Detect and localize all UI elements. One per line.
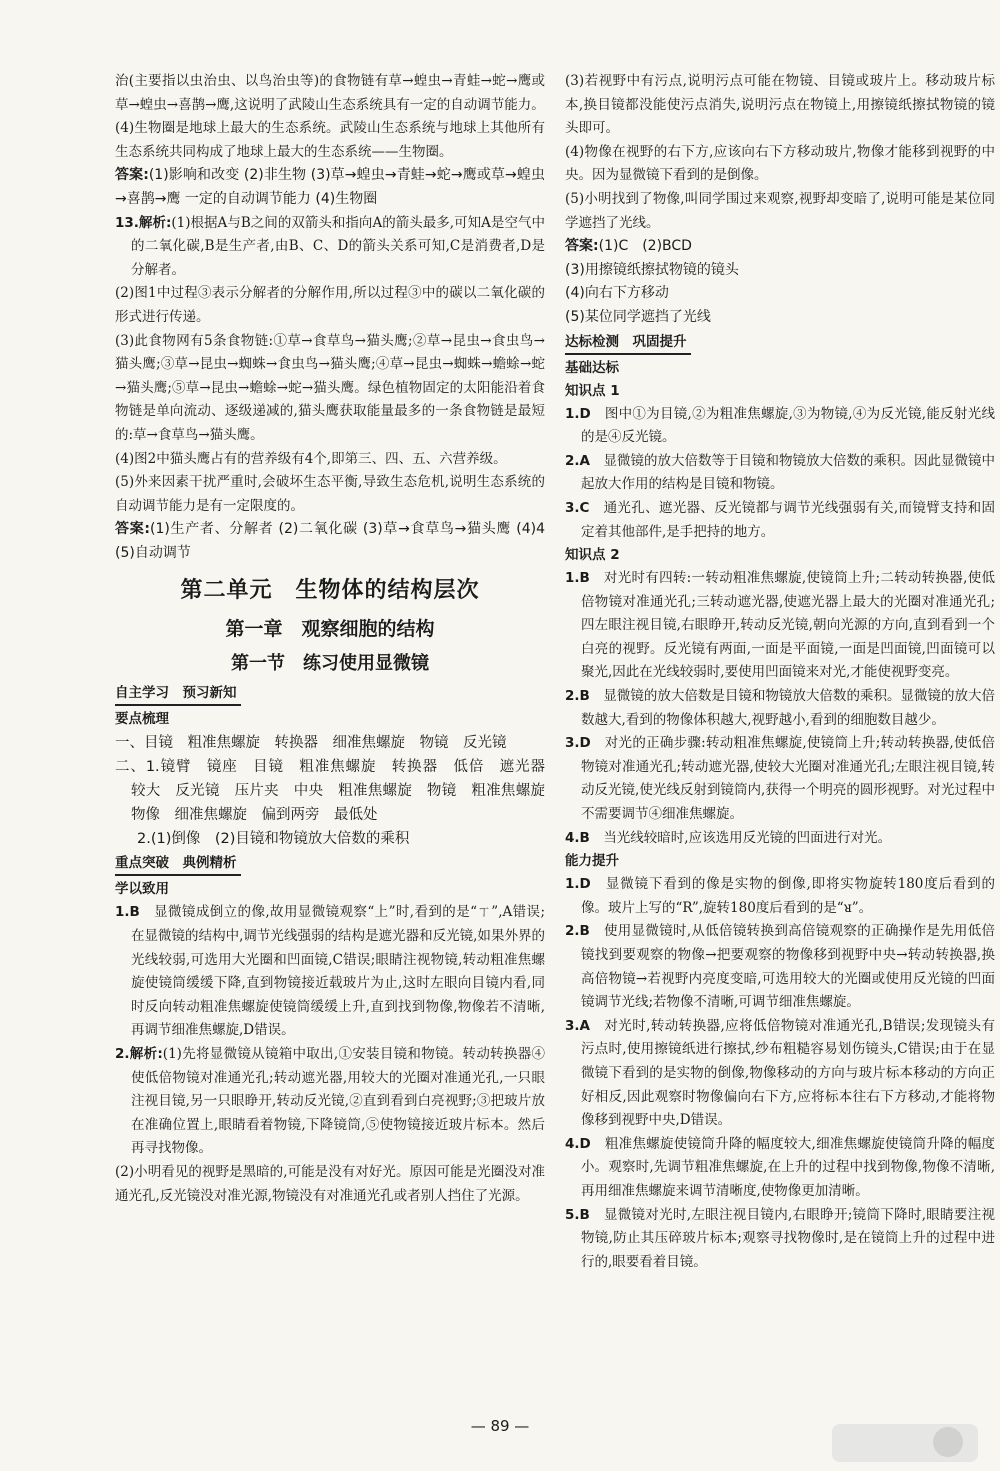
key-points: 二、1.镜臂 镜座 目镜 粗准焦螺旋 转换器 低倍 遮光器 较大 反光镜 压片夹 中央 粗准焦螺旋 物镜 粗准焦螺旋 物像 细准焦螺旋 偏到两旁 最低处 [115,759,560,824]
question-item [115,901,545,1043]
subsection-heading: 能力提升 [565,853,619,870]
question-label: 2.解析: [115,1046,163,1063]
subsection-heading: 学以致用 [115,881,169,898]
answer-block [565,235,995,259]
paragraph: (3)此食物网有5条食物链:①草→食草鸟→猫头鹰;②草→昆虫→食虫鸟→猫头鹰;③草→昆虫→蜘蛛→食虫鸟→猫头鹰;④草→昆虫→蜘蛛→蟾蜍→蛇→猫头鹰;⑤草→昆虫→蟾蜍→蛇→猫头鹰。绿色植物固定的太阳能沿着食物链是单向流动、逐级递减的,猫头鹰获取能量最多的一条食物链是最短的:草→食草鸟→猫头鹰。 [115,332,545,443]
question-text: 对光时有四转:一转动粗准焦螺旋,使镜筒上升;二转动转换器,使低倍物镜对准通光孔;三转动遮光器,使遮光器上最大的光圈对准通光孔;四左眼注视目镜,右眼睁开,转动反光镜,朝向光源的方向,直到看到一个白亮的视野。反光镜有两面,一面是平面镜,一面是凹面镜,凹面镜可以聚光,因此在光线较弱时,要使用凹面镜来对光,才能使视野变亮。 [581,570,995,681]
question-label: 1.B [565,570,590,587]
paragraph: (2)图1中过程③表示分解者的分解作用,所以过程③中的碳以二氧化碳的形式进行传递。 [115,285,545,325]
paragraph: (3)若视野中有污点,说明污点可能在物镜、目镜或玻片上。移动玻片标本,换目镜都没能使污点消失,说明污点在物镜上,用擦镜纸擦拭物镜的镜头即可。 [565,73,995,137]
paragraph: (4)生物圈是地球上最大的生态系统。武陵山生态系统与地球上其他所有生态系统共同构成了地球上最大的生态系统——生物圈。 [115,120,545,160]
question-label: 3.D [565,735,591,752]
paragraph: (4)物像在视野的右下方,应该向右下方移动玻片,物像才能移到视野的中央。因为显微镜下看到的是倒像。 [565,143,995,184]
question-text: 当光线较暗时,应该选用反光镜的凹面进行对光。 [603,829,892,846]
question-label: 1.D [565,405,591,422]
question-item [565,685,995,732]
question-item [115,1043,545,1161]
section-bar: 重点突破 典例精析 [115,853,241,876]
answer-text: (1)生产者、分解者 (2)二氧化碳 (3)草→食草鸟→猫头鹰 (4)4 (5)自动调节 [115,521,545,561]
question-item [565,1015,995,1133]
question-label: 4.D [565,1135,591,1152]
question-item [565,1204,995,1275]
question-label: 5.B [565,1206,590,1223]
question-text: 对光时,转动转换器,应将低倍物镜对准通光孔,B错误;发现镜头有污点时,使用擦镜纸进行擦拭,纱布粗糙容易划伤镜头,C错误;由于在显微镜下看到的是实物的倒像,物像移动的方向与玻片标本移动的方向正好相反,因此观察时物像偏向右下方,应将标本往右下方移动,才能将物像移到视野中央,D错误。 [581,1017,996,1129]
paragraph: (2)小明看见的视野是黑暗的,可能是没有对好光。原因可能是光圈没对准通光孔,反光镜没对准光源,物镜没有对准通光孔或者别人挡住了光源。 [115,1164,545,1204]
paragraph: (5)小明找到了物像,叫同学围过来观察,视野却变暗了,说明可能是某位同学遮挡了光线。 [565,190,995,231]
question-item [565,1133,995,1204]
question-text: 图中①为目镜,②为粗准焦螺旋,③为物镜,④为反光镜,能反射光线的是④反光镜。 [581,405,996,446]
paragraph: 治(主要指以虫治虫、以鸟治虫等)的食物链有草→蝗虫→青蛙→蛇→鹰或草→蝗虫→喜鹊→鹰,这说明了武陵山生态系统具有一定的自动调节能力。 [115,73,545,113]
section-title: 第一节 练习使用显微镜 [231,653,429,675]
question-text: (1)根据A与B之间的双箭头和指向A的箭头最多,可知A是空气中的二氧化碳,B是生产者,由B、C、D的箭头关系可知,C是消费者,D是分解者。 [131,214,545,278]
question-text: 显微镜下看到的像是实物的倒像,即将实物旋转180度后看到的像。玻片上写的“R”,旋转180度后看到的是“ᴚ”。 [581,876,996,916]
question-label: 3.C [565,499,590,516]
watermark-logo [830,1420,980,1464]
question-label: 1.D [565,876,591,893]
answer-label: 答案: [115,521,150,538]
question-label: 2.B [565,688,590,705]
chapter-title: 第一章 观察细胞的结构 [225,618,435,641]
question-text: (1)先将显微镜从镜箱中取出,①安装目镜和物镜。转动转换器④使低倍物镜对准通光孔;转动遮光器,用较大的光圈对准通光孔,一只眼注视目镜,另一只眼睁开,转动反光镜,②直到看到白亮视野;③把玻片放在准确位置上,眼睛看着物镜,下降镜筒,⑤使物镜接近玻片标本。然后再寻找物像。 [131,1046,546,1157]
question-item [565,450,995,497]
answer-text: (5)某位同学遮挡了光线 [565,308,711,325]
right-column [565,70,995,1274]
left-column [115,70,560,1208]
question-text: 粗准焦螺旋使镜筒升降的幅度较大,细准焦螺旋使镜筒升降的幅度小。观察时,先调节粗准焦螺旋,在上升的过程中找到物像,物像不清晰,再用细准焦螺旋来调节清晰度,使物像更加清晰。 [581,1135,996,1199]
paragraph: (5)外来因素干扰严重时,会破坏生态平衡,导致生态危机,说明生态系统的自动调节能力是有一定限度的。 [115,474,545,514]
key-points: 2.(1)倒像 (2)目镜和物镜放大倍数的乘积 [137,831,410,848]
question-item [565,920,995,1014]
unit-title: 第二单元 生物体的结构层次 [180,578,480,604]
answer-text: (1)影响和改变 (2)非生物 (3)草→蝗虫→青蛙→蛇→鹰或草→蝗虫→喜鹊→鹰 一定的自动调节能力 (4)生物圈 [115,167,545,207]
answer-text: (1)C (2)BCD [598,238,692,255]
question-13 [115,212,545,283]
question-label: 1.B [115,904,140,921]
question-item [565,497,995,544]
question-text: 显微镜的放大倍数等于目镜和物镜放大倍数的乘积。因此显微镜中起放大作用的结构是目镜和物镜。 [581,452,996,493]
question-item [565,827,995,851]
question-item [565,403,995,450]
answer-block [115,164,545,211]
question-item [565,873,995,920]
page-number: — 89 — [470,1417,530,1435]
question-text: 通光孔、遮光器、反光镜都与调节光线强弱有关,而镜臂支持和固定着其他部件,是手把持的地方。 [581,499,995,540]
question-label: 4.B [565,829,590,846]
answer-text: (4)向右下方移动 [565,285,669,302]
question-label: 2.A [565,452,590,469]
answer-block [115,518,545,565]
question-text: 显微镜对光时,左眼注视目镜内,右眼睁开;镜筒下降时,眼睛要注视物镜,防止其压碎玻片标本;观察寻找物像时,是在镜筒上升的过程中进行的,眼要看着目镜。 [581,1206,996,1270]
question-item [565,732,995,826]
answer-text: (3)用擦镜纸擦拭物镜的镜头 [565,261,739,278]
question-label: 13.解析: [115,214,172,231]
answer-label: 答案: [565,238,599,255]
knowledge-point-heading: 知识点 2 [565,547,620,564]
knowledge-point-heading: 知识点 1 [565,382,620,399]
question-item [565,567,995,685]
answer-label: 答案: [115,167,149,184]
question-text: 对光的正确步骤:转动粗准焦螺旋,使镜筒上升;转动转换器,使低倍物镜对准通光孔;转动遮光器,使较大光圈对准通光孔;左眼注视目镜,转动反光镜,使光线反射到镜筒内,获得一个明亮的圆形视野。对光过程中不需要调节④细准焦螺旋。 [581,735,996,823]
paragraph: (4)图2中猫头鹰占有的营养级有4个,即第三、四、五、六营养级。 [115,450,507,467]
question-text: 使用显微镜时,从低倍镜转换到高倍镜观察的正确操作是先用低倍镜找到要观察的物像→把要观察的物像移到视野中央→转动转换器,换高倍物镜→若视野内亮度变暗,可选用较大的光圈或使用反光镜的凹面镜调节光线;若物像不清晰,可调节细准焦螺旋。 [581,923,996,1011]
question-text: 显微镜成倒立的像,故用显微镜观察“上”时,看到的是“ㄒ”,A错误;在显微镜的结构中,调节光线强弱的结构是遮光器和反光镜,如果外界的光线较弱,可选用大光圈和凹面镜,C错误;眼睛注视物镜,转动粗准焦螺旋使镜筒缓缓下降,直到物镜接近载玻片为止,这时左眼向目镜内看,同时反向转动粗准焦螺旋使镜筒缓缓上升,直到找到物像,物像若不清晰,再调节细准焦螺旋,D错误。 [131,904,546,1039]
subsection-heading: 基础达标 [565,359,619,376]
question-label: 2.B [565,923,590,940]
section-bar: 达标检测 巩固提升 [565,332,691,355]
key-points: 一、目镜 粗准焦螺旋 转换器 细准焦螺旋 物镜 反光镜 [115,735,507,752]
question-text: 显微镜的放大倍数是目镜和物镜放大倍数的乘积。显微镜的放大倍数越大,看到的物像体积越大,视野越小,看到的细胞数目越少。 [581,688,996,728]
question-label: 3.A [565,1017,590,1034]
section-bar: 自主学习 预习新知 [115,683,241,706]
subsection-heading: 要点梳理 [115,711,169,728]
